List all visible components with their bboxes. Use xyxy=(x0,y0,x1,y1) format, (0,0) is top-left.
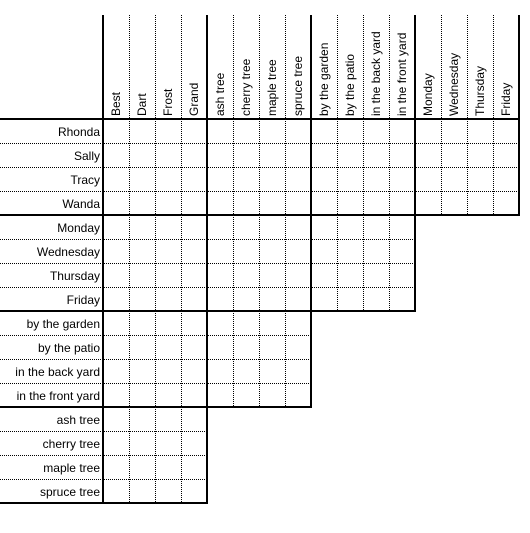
grid-cell-tracy-spruce-tree[interactable] xyxy=(285,167,311,191)
grid-cell-rhonda-in-the-front-yard[interactable] xyxy=(389,119,415,143)
grid-cell-rhonda-by-the-patio[interactable] xyxy=(337,119,363,143)
grid-cell-rhonda-frost[interactable] xyxy=(155,119,181,143)
grid-cell-wednesday-best[interactable] xyxy=(103,239,129,263)
grid-cell-by-the-garden-grand[interactable] xyxy=(181,311,207,335)
grid-cell-monday-by-the-garden[interactable] xyxy=(311,215,337,239)
row-header-tracy: Tracy xyxy=(70,173,100,187)
grid-cell-monday-maple-tree[interactable] xyxy=(259,215,285,239)
row-header-rhonda: Rhonda xyxy=(57,125,100,139)
row-header-by-the-patio: by the patio xyxy=(37,341,100,355)
grid-cell-sally-in-the-front-yard[interactable] xyxy=(389,143,415,167)
grid-cell-tracy-by-the-garden[interactable] xyxy=(311,167,337,191)
grid-cell-sally-spruce-tree[interactable] xyxy=(285,143,311,167)
grid-cell-monday-cherry-tree[interactable] xyxy=(233,215,259,239)
grid-cell-friday-in-the-front-yard[interactable] xyxy=(389,287,415,311)
grid-cell-tracy-friday[interactable] xyxy=(493,167,519,191)
grid-cell-tracy-dart[interactable] xyxy=(129,167,155,191)
column-header-dart: Dart xyxy=(135,93,149,116)
grid-cell-in-the-front-yard-best[interactable] xyxy=(103,383,129,407)
grid-cell-wednesday-in-the-back-yard[interactable] xyxy=(363,239,389,263)
grid-cell-wanda-dart[interactable] xyxy=(129,191,155,215)
grid-cell-wednesday-grand[interactable] xyxy=(181,239,207,263)
row-header-friday: Friday xyxy=(66,293,100,307)
grid-cell-friday-by-the-patio[interactable] xyxy=(337,287,363,311)
grid-cell-thursday-best[interactable] xyxy=(103,263,129,287)
grid-cell-tracy-by-the-patio[interactable] xyxy=(337,167,363,191)
grid-cell-by-the-patio-maple-tree[interactable] xyxy=(259,335,285,359)
grid-cell-thursday-frost[interactable] xyxy=(155,263,181,287)
grid-cell-tracy-thursday[interactable] xyxy=(467,167,493,191)
grid-cell-wednesday-dart[interactable] xyxy=(129,239,155,263)
grid-cell-tracy-ash-tree[interactable] xyxy=(207,167,233,191)
grid-cell-friday-maple-tree[interactable] xyxy=(259,287,285,311)
grid-cell-wanda-best[interactable] xyxy=(103,191,129,215)
grid-cell-wednesday-spruce-tree[interactable] xyxy=(285,239,311,263)
grid-cell-by-the-patio-spruce-tree[interactable] xyxy=(285,335,311,359)
column-header-ash-tree: ash tree xyxy=(213,72,227,116)
grid-cell-ash-tree-best[interactable] xyxy=(103,407,129,431)
grid-cell-rhonda-maple-tree[interactable] xyxy=(259,119,285,143)
grid-cell-in-the-back-yard-cherry-tree[interactable] xyxy=(233,359,259,383)
column-header-maple-tree: maple tree xyxy=(265,59,279,116)
grid-cell-in-the-front-yard-cherry-tree[interactable] xyxy=(233,383,259,407)
grid-cell-monday-frost[interactable] xyxy=(155,215,181,239)
row-header-by-the-garden: by the garden xyxy=(26,317,100,331)
grid-cell-monday-ash-tree[interactable] xyxy=(207,215,233,239)
row-header-maple-tree: maple tree xyxy=(43,461,100,475)
grid-cell-by-the-garden-cherry-tree[interactable] xyxy=(233,311,259,335)
grid-cell-sally-frost[interactable] xyxy=(155,143,181,167)
grid-cell-wednesday-by-the-patio[interactable] xyxy=(337,239,363,263)
grid-cell-by-the-patio-grand[interactable] xyxy=(181,335,207,359)
column-header-in-the-back-yard: in the back yard xyxy=(369,31,383,116)
grid-cell-monday-spruce-tree[interactable] xyxy=(285,215,311,239)
grid-cell-maple-tree-frost[interactable] xyxy=(155,455,181,479)
row-header-in-the-back-yard: in the back yard xyxy=(15,365,100,379)
grid-cell-wanda-by-the-patio[interactable] xyxy=(337,191,363,215)
grid-cell-sally-cherry-tree[interactable] xyxy=(233,143,259,167)
grid-cell-rhonda-grand[interactable] xyxy=(181,119,207,143)
grid-cell-in-the-front-yard-grand[interactable] xyxy=(181,383,207,407)
grid-cell-wanda-ash-tree[interactable] xyxy=(207,191,233,215)
grid-dotted-lines xyxy=(0,15,519,503)
grid-cell-wanda-grand[interactable] xyxy=(181,191,207,215)
grid-cell-ash-tree-grand[interactable] xyxy=(181,407,207,431)
grid-cell-rhonda-cherry-tree[interactable] xyxy=(233,119,259,143)
grid-cell-wednesday-ash-tree[interactable] xyxy=(207,239,233,263)
grid-cell-wednesday-cherry-tree[interactable] xyxy=(233,239,259,263)
grid-cell-monday-in-the-back-yard[interactable] xyxy=(363,215,389,239)
grid-cell-cherry-tree-dart[interactable] xyxy=(129,431,155,455)
grid-cell-by-the-patio-cherry-tree[interactable] xyxy=(233,335,259,359)
grid-cell-in-the-back-yard-frost[interactable] xyxy=(155,359,181,383)
grid-cell-wanda-friday[interactable] xyxy=(493,191,519,215)
grid-cell-friday-by-the-garden[interactable] xyxy=(311,287,337,311)
grid-cell-sally-dart[interactable] xyxy=(129,143,155,167)
grid-cell-in-the-back-yard-grand[interactable] xyxy=(181,359,207,383)
column-header-grand: Grand xyxy=(187,82,201,116)
row-header-ash-tree: ash tree xyxy=(56,413,100,427)
grid-cell-cherry-tree-best[interactable] xyxy=(103,431,129,455)
column-header-by-the-garden: by the garden xyxy=(317,42,331,116)
grid-cell-rhonda-spruce-tree[interactable] xyxy=(285,119,311,143)
grid-cell-maple-tree-dart[interactable] xyxy=(129,455,155,479)
grid-cell-sally-grand[interactable] xyxy=(181,143,207,167)
grid-cell-monday-grand[interactable] xyxy=(181,215,207,239)
grid-cell-in-the-back-yard-maple-tree[interactable] xyxy=(259,359,285,383)
column-header-friday: Friday xyxy=(499,82,513,116)
grid-cell-in-the-back-yard-spruce-tree[interactable] xyxy=(285,359,311,383)
grid-cell-wanda-monday[interactable] xyxy=(415,191,441,215)
grid-cell-in-the-back-yard-ash-tree[interactable] xyxy=(207,359,233,383)
grid-cell-rhonda-best[interactable] xyxy=(103,119,129,143)
grid-cell-in-the-front-yard-spruce-tree[interactable] xyxy=(285,383,311,407)
grid-cell-wednesday-maple-tree[interactable] xyxy=(259,239,285,263)
column-header-best: Best xyxy=(109,91,123,116)
grid-cell-rhonda-monday[interactable] xyxy=(415,119,441,143)
grid-cell-by-the-patio-ash-tree[interactable] xyxy=(207,335,233,359)
grid-cell-sally-thursday[interactable] xyxy=(467,143,493,167)
grid-cell-thursday-in-the-back-yard[interactable] xyxy=(363,263,389,287)
grid-cell-rhonda-ash-tree[interactable] xyxy=(207,119,233,143)
grid-cell-in-the-front-yard-dart[interactable] xyxy=(129,383,155,407)
grid-cell-thursday-dart[interactable] xyxy=(129,263,155,287)
grid-cell-wanda-wednesday[interactable] xyxy=(441,191,467,215)
grid-cell-thursday-cherry-tree[interactable] xyxy=(233,263,259,287)
grid-cell-in-the-front-yard-maple-tree[interactable] xyxy=(259,383,285,407)
grid-cell-rhonda-friday[interactable] xyxy=(493,119,519,143)
grid-cell-friday-in-the-back-yard[interactable] xyxy=(363,287,389,311)
grid-cell-in-the-front-yard-ash-tree[interactable] xyxy=(207,383,233,407)
grid-cell-tracy-maple-tree[interactable] xyxy=(259,167,285,191)
grid-cell-monday-best[interactable] xyxy=(103,215,129,239)
grid-cell-sally-wednesday[interactable] xyxy=(441,143,467,167)
grid-cell-sally-by-the-garden[interactable] xyxy=(311,143,337,167)
grid-cell-tracy-monday[interactable] xyxy=(415,167,441,191)
grid-cell-sally-in-the-back-yard[interactable] xyxy=(363,143,389,167)
grid-cell-wanda-thursday[interactable] xyxy=(467,191,493,215)
grid-cell-by-the-patio-frost[interactable] xyxy=(155,335,181,359)
column-header-thursday: Thursday xyxy=(473,65,487,116)
grid-cell-wednesday-by-the-garden[interactable] xyxy=(311,239,337,263)
grid-cell-sally-friday[interactable] xyxy=(493,143,519,167)
grid-cell-rhonda-thursday[interactable] xyxy=(467,119,493,143)
grid-cell-friday-frost[interactable] xyxy=(155,287,181,311)
grid-cell-tracy-in-the-front-yard[interactable] xyxy=(389,167,415,191)
grid-cell-friday-dart[interactable] xyxy=(129,287,155,311)
grid-cell-wanda-by-the-garden[interactable] xyxy=(311,191,337,215)
column-header-by-the-patio: by the patio xyxy=(343,53,357,116)
column-header-monday: Monday xyxy=(421,73,435,116)
grid-cell-tracy-best[interactable] xyxy=(103,167,129,191)
column-header-frost: Frost xyxy=(161,88,175,116)
grid-cell-by-the-garden-frost[interactable] xyxy=(155,311,181,335)
grid-cell-in-the-back-yard-best[interactable] xyxy=(103,359,129,383)
grid-cell-sally-ash-tree[interactable] xyxy=(207,143,233,167)
grid-cell-ash-tree-dart[interactable] xyxy=(129,407,155,431)
row-header-wanda: Wanda xyxy=(62,197,100,211)
grid-cell-friday-ash-tree[interactable] xyxy=(207,287,233,311)
row-header-thursday: Thursday xyxy=(49,269,100,283)
grid-cell-spruce-tree-frost[interactable] xyxy=(155,479,181,503)
grid-cell-by-the-garden-best[interactable] xyxy=(103,311,129,335)
column-header-wednesday: Wednesday xyxy=(447,52,461,116)
grid-cell-tracy-frost[interactable] xyxy=(155,167,181,191)
grid-cell-in-the-back-yard-dart[interactable] xyxy=(129,359,155,383)
grid-cell-thursday-by-the-patio[interactable] xyxy=(337,263,363,287)
row-header-monday: Monday xyxy=(57,221,100,235)
grid-cell-wanda-in-the-front-yard[interactable] xyxy=(389,191,415,215)
grid-cell-monday-by-the-patio[interactable] xyxy=(337,215,363,239)
grid-cell-ash-tree-frost[interactable] xyxy=(155,407,181,431)
grid-cell-by-the-garden-maple-tree[interactable] xyxy=(259,311,285,335)
grid-cell-wanda-in-the-back-yard[interactable] xyxy=(363,191,389,215)
column-header-in-the-front-yard: in the front yard xyxy=(395,32,409,116)
grid-cell-cherry-tree-grand[interactable] xyxy=(181,431,207,455)
grid-cell-spruce-tree-dart[interactable] xyxy=(129,479,155,503)
grid-cell-sally-by-the-patio[interactable] xyxy=(337,143,363,167)
grid-cell-by-the-patio-dart[interactable] xyxy=(129,335,155,359)
grid-cell-sally-monday[interactable] xyxy=(415,143,441,167)
row-header-spruce-tree: spruce tree xyxy=(39,485,100,499)
grid-cell-thursday-by-the-garden[interactable] xyxy=(311,263,337,287)
grid-cell-by-the-garden-ash-tree[interactable] xyxy=(207,311,233,335)
grid-cell-rhonda-in-the-back-yard[interactable] xyxy=(363,119,389,143)
grid-cell-tracy-in-the-back-yard[interactable] xyxy=(363,167,389,191)
grid-cell-tracy-cherry-tree[interactable] xyxy=(233,167,259,191)
grid-cell-by-the-garden-spruce-tree[interactable] xyxy=(285,311,311,335)
grid-cell-thursday-maple-tree[interactable] xyxy=(259,263,285,287)
grid-cell-sally-best[interactable] xyxy=(103,143,129,167)
grid-cell-sally-maple-tree[interactable] xyxy=(259,143,285,167)
grid-cell-wanda-maple-tree[interactable] xyxy=(259,191,285,215)
grid-cell-wednesday-frost[interactable] xyxy=(155,239,181,263)
grid-cell-thursday-grand[interactable] xyxy=(181,263,207,287)
grid-cell-wanda-frost[interactable] xyxy=(155,191,181,215)
grid-cell-rhonda-by-the-garden[interactable] xyxy=(311,119,337,143)
grid-cell-wednesday-in-the-front-yard[interactable] xyxy=(389,239,415,263)
grid-cell-cherry-tree-frost[interactable] xyxy=(155,431,181,455)
grid-cell-thursday-ash-tree[interactable] xyxy=(207,263,233,287)
grid-cell-friday-grand[interactable] xyxy=(181,287,207,311)
row-header-sally: Sally xyxy=(73,149,100,163)
row-header-cherry-tree: cherry tree xyxy=(42,437,100,451)
column-header-spruce-tree: spruce tree xyxy=(291,55,305,116)
grid-cell-tracy-grand[interactable] xyxy=(181,167,207,191)
grid-cell-thursday-in-the-front-yard[interactable] xyxy=(389,263,415,287)
grid-cell-friday-cherry-tree[interactable] xyxy=(233,287,259,311)
grid-cell-friday-spruce-tree[interactable] xyxy=(285,287,311,311)
grid-cell-rhonda-dart[interactable] xyxy=(129,119,155,143)
grid-cell-in-the-front-yard-frost[interactable] xyxy=(155,383,181,407)
column-header-cherry-tree: cherry tree xyxy=(239,58,253,116)
grid-cell-spruce-tree-best[interactable] xyxy=(103,479,129,503)
grid-cell-wanda-spruce-tree[interactable] xyxy=(285,191,311,215)
grid-cell-maple-tree-grand[interactable] xyxy=(181,455,207,479)
grid-cell-maple-tree-best[interactable] xyxy=(103,455,129,479)
row-header-wednesday: Wednesday xyxy=(36,245,100,259)
grid-cell-monday-in-the-front-yard[interactable] xyxy=(389,215,415,239)
grid-cell-wanda-cherry-tree[interactable] xyxy=(233,191,259,215)
grid-cell-monday-dart[interactable] xyxy=(129,215,155,239)
grid-cell-by-the-patio-best[interactable] xyxy=(103,335,129,359)
grid-cell-friday-best[interactable] xyxy=(103,287,129,311)
row-header-in-the-front-yard: in the front yard xyxy=(16,389,100,403)
grid-cell-thursday-spruce-tree[interactable] xyxy=(285,263,311,287)
grid-cell-tracy-wednesday[interactable] xyxy=(441,167,467,191)
grid-cell-by-the-garden-dart[interactable] xyxy=(129,311,155,335)
grid-cell-rhonda-wednesday[interactable] xyxy=(441,119,467,143)
grid-cell-spruce-tree-grand[interactable] xyxy=(181,479,207,503)
